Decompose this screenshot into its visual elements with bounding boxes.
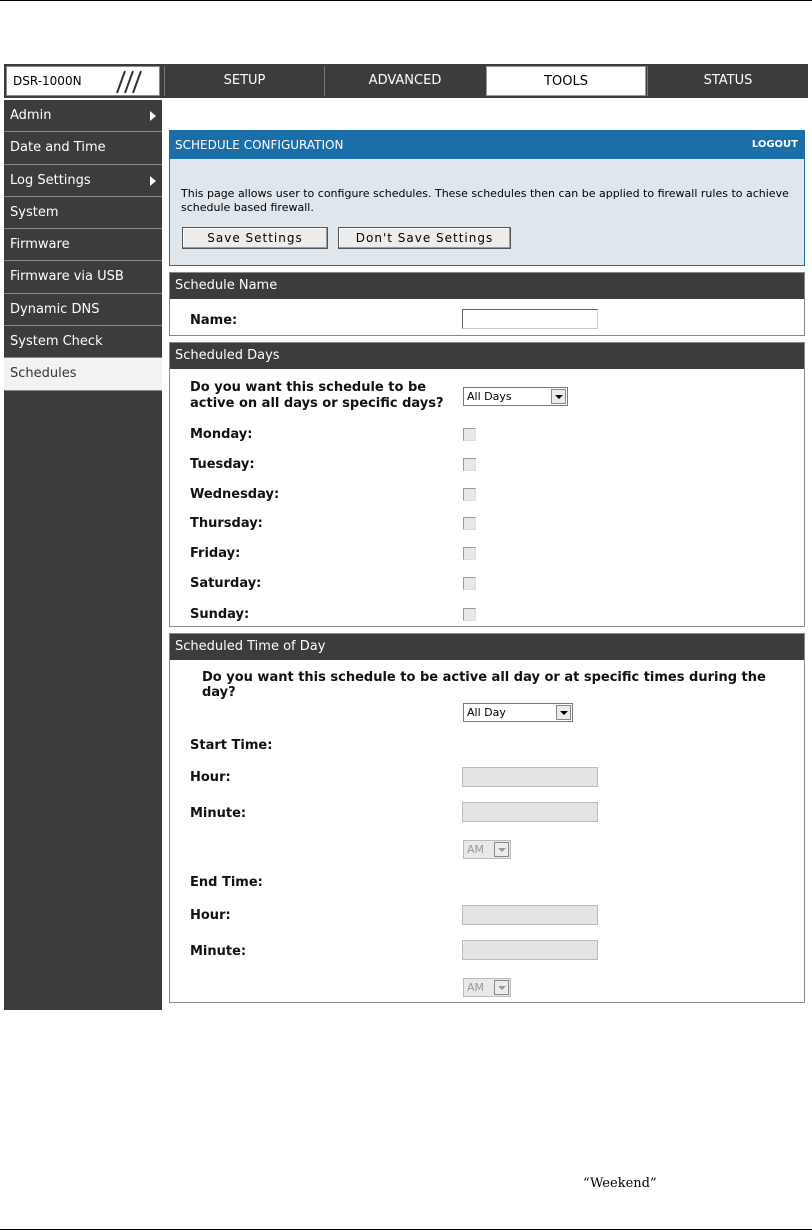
sidebar-item-admin[interactable] — [4, 100, 162, 132]
sidebar-item-system[interactable] — [4, 197, 162, 229]
wednesday-checkbox[interactable] — [463, 488, 476, 501]
sidebar-item-label: System — [10, 204, 59, 220]
friday-label: Friday: — [190, 546, 241, 561]
sidebar-item-dynamic-dns[interactable] — [4, 294, 162, 326]
section-header: Scheduled Days — [170, 343, 804, 369]
start-hour-input[interactable] — [462, 767, 598, 787]
schedule-config-panel — [169, 130, 805, 266]
chevron-down-icon — [556, 705, 571, 720]
days-question-line2: active on all days or specific days? — [190, 396, 444, 411]
model-name: DSR-1000N — [13, 74, 82, 88]
sidebar-item-label: Schedules — [10, 366, 77, 382]
time-mode-value: All Day — [467, 706, 506, 719]
save-settings-button[interactable]: Save Settings — [182, 227, 328, 249]
saturday-label: Saturday: — [190, 576, 262, 591]
slash-logo-icon — [109, 69, 149, 95]
document-caption: “Weekend” — [583, 1176, 657, 1191]
wednesday-label: Wednesday: — [190, 487, 280, 502]
sidebar-item-label: System Check — [10, 334, 103, 350]
logout-link[interactable]: LOGOUT — [751, 139, 798, 150]
start-minute-label: Minute: — [190, 806, 247, 821]
sidebar-item-firmware[interactable] — [4, 229, 162, 261]
scheduled-time-of-day-section — [169, 633, 805, 1003]
page-title: SCHEDULE CONFIGURATION — [175, 138, 344, 152]
thursday-label: Thursday: — [190, 516, 263, 531]
start-ampm-value: AM — [467, 843, 485, 856]
end-minute-label: Minute: — [190, 944, 247, 959]
end-hour-input[interactable] — [462, 905, 598, 925]
tuesday-label: Tuesday: — [190, 457, 255, 472]
start-time-label: Start Time: — [190, 738, 273, 753]
sidebar-item-label: Admin — [10, 108, 52, 123]
friday-checkbox[interactable] — [463, 547, 476, 560]
monday-label: Monday: — [190, 427, 253, 442]
chevron-right-icon — [150, 176, 156, 186]
sidebar-item-label: Dynamic DNS — [10, 301, 100, 317]
days-mode-value: All Days — [467, 390, 512, 403]
thursday-checkbox[interactable] — [463, 517, 476, 530]
sidebar-item-date-and-time[interactable] — [4, 132, 162, 164]
sidebar-item-firmware-via-usb[interactable] — [4, 261, 162, 293]
chevron-down-icon — [551, 389, 566, 404]
top-nav — [4, 64, 808, 98]
sidebar-item-label: Date and Time — [10, 140, 106, 156]
sidebar-item-schedules[interactable] — [4, 358, 162, 390]
days-question-line1: Do you want this schedule to be — [190, 380, 427, 395]
tab-advanced[interactable]: ADVANCED — [324, 66, 485, 96]
end-time-label: End Time: — [190, 875, 263, 890]
sidebar-item-label: Log Settings — [10, 172, 91, 188]
sidebar — [4, 100, 162, 1010]
model-logo — [6, 66, 160, 96]
days-mode-select[interactable] — [463, 387, 568, 406]
scheduled-days-section — [169, 342, 805, 627]
sidebar-item-log-settings[interactable] — [4, 165, 162, 197]
end-minute-input[interactable] — [462, 940, 598, 960]
time-mode-select[interactable] — [463, 703, 573, 722]
sidebar-item-label: Firmware — [10, 237, 70, 253]
top-rule — [0, 0, 812, 1]
tab-tools[interactable]: TOOLS — [486, 66, 646, 96]
sunday-checkbox[interactable] — [463, 608, 476, 621]
start-ampm-select[interactable] — [463, 840, 511, 859]
section-header: Scheduled Time of Day — [170, 634, 804, 660]
chevron-down-icon — [494, 980, 509, 995]
name-label: Name: — [190, 313, 238, 328]
page-description: This page allows user to configure schedules. These schedules then can be applied to firewall rules to achieve schedule based firewall. — [181, 187, 789, 214]
sunday-label: Sunday: — [190, 607, 250, 622]
sidebar-item-label: Firmware via USB — [10, 269, 124, 285]
sidebar-item-system-check[interactable] — [4, 326, 162, 358]
end-hour-label: Hour: — [190, 908, 231, 923]
chevron-right-icon — [150, 111, 156, 121]
start-minute-input[interactable] — [462, 802, 598, 822]
tab-setup[interactable]: SETUP — [164, 66, 324, 96]
saturday-checkbox[interactable] — [463, 577, 476, 590]
time-question: Do you want this schedule to be active all day or at specific times during the day? — [202, 670, 766, 700]
schedule-name-input[interactable] — [462, 309, 598, 329]
chevron-down-icon — [494, 842, 509, 857]
tuesday-checkbox[interactable] — [463, 458, 476, 471]
dont-save-settings-button[interactable]: Don't Save Settings — [338, 227, 511, 249]
end-ampm-select[interactable] — [463, 978, 511, 997]
schedule-name-section — [169, 272, 805, 336]
panel-title-bar — [170, 131, 804, 159]
monday-checkbox[interactable] — [463, 428, 476, 441]
tab-status[interactable]: STATUS — [647, 66, 808, 96]
end-ampm-value: AM — [467, 981, 485, 994]
section-header: Schedule Name — [170, 273, 804, 299]
start-hour-label: Hour: — [190, 770, 231, 785]
